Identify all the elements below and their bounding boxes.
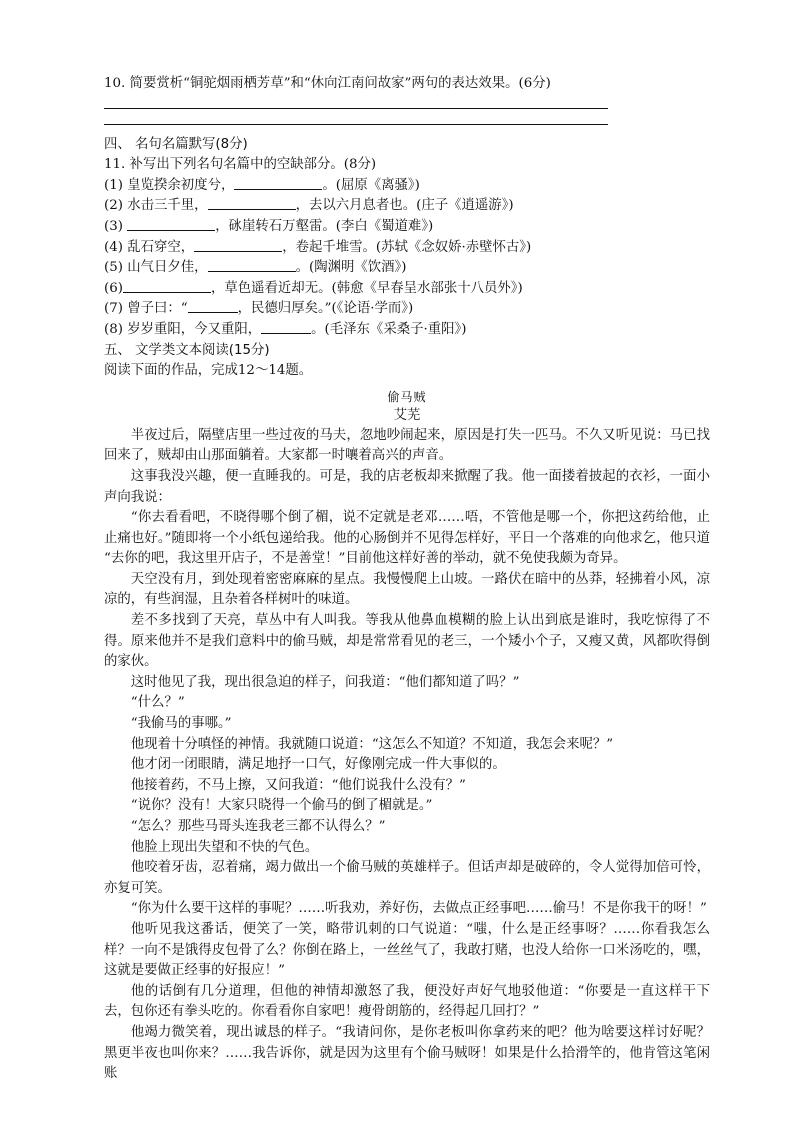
story-paragraph: 他的话倒有几分道理，但他的神情却激怒了我，便没好声好气地驳他道：“你要是一直这样干下去，包你还有拳头吃的。你看看你自家吧！瘦骨朗筋的，经得起几回打？” [104,983,710,1020]
blank[interactable] [194,238,282,252]
blank[interactable] [261,320,311,334]
story-paragraph: 他才闭一闭眼睛，满足地抒一口气，好像刚完成一件大事似的。 [130,757,506,773]
story-paragraph: 他竭力微笑着，现出诚恳的样子。“我请问你，是你老板叫你拿药来的吧？他为啥要这样讨好呢？黑更半夜也叫你来？……我告诉你，就是因为这里有个偷马贼呀！如果是什么拾滑竿的，他肯管这笔闲账 [104,1024,710,1082]
story-title: 偷马贼 [387,389,427,404]
story-paragraph: “我偷马的事哪。” [130,716,232,732]
story-paragraph: 他现着十分嗔怪的神情。我就随口说道：“这怎么不知道？不知道，我怎会来呢？” [130,736,614,752]
blank[interactable] [123,279,211,293]
fill-item-3: (3) ，砯崖转石万壑雷。(李白《蜀道难》) [104,218,434,234]
fill-item-5: (5) 山气日夕佳， 。(陶渊明《饮酒》) [104,260,407,276]
blank[interactable] [188,299,238,313]
story-paragraph: 这事我没兴趣，便一直睡我的。可是，我的店老板却来掀醒了我。他一面搂着披起的衣衫，一面小声向我说： [104,468,710,505]
reading-instruction: 阅读下面的作品，完成12～14题。 [104,363,313,379]
document-page [104,74,710,1085]
fill-item-2: (2) 水击三千里， ，去以六月息者也。(庄子《逍遥游》) [104,198,514,214]
section-5-heading: 五、 文学类文本阅读(15分) [104,342,270,358]
story-paragraph: 他咬着牙齿，忍着痛，竭力做出一个偷马贼的英雄样子。但话声却是破碎的，令人觉得加倍可怜，亦复可笑。 [104,860,710,896]
story-paragraph: 他脸上现出失望和不快的气色。 [130,839,319,855]
story-paragraph: 这时他见了我，现出很急迫的样子，问我道：“他们都知道了吗？” [130,674,520,690]
blank[interactable] [208,196,296,210]
section-4-heading: 四、 名句名篇默写(8分) [104,136,248,152]
answer-line-2 [104,124,608,125]
story-paragraph: 他接着药，不马上擦，又问我道：“他们说我什么没有？” [130,777,466,793]
fill-item-4: (4) 乱石穿空， ，卷起千堆雪。(苏轼《念奴娇·赤壁怀古》) [104,239,532,255]
story-paragraph: “你去看看吧，不晓得哪个倒了楣，说不定就是老邓……唔，不管他是哪一个，你把这药给他，止止痛也好。”随即将一个小纸包递给我。他的心肠倒并不见得怎样好，平日一个落难的向他求乞，他只道 “去你的吧，我这里开店子，不是善堂！”目前他这样好善的举动，就不免使我颇为奇异。 [104,510,710,567]
fill-item-8: (8) 岁岁重阳，今又重阳， 。(毛泽东《采桑子·重阳》) [104,321,467,337]
answer-line-1 [104,108,608,109]
story-body [104,426,710,1085]
question-11: 11. 补写出下列名句名篇中的空缺部分。(8分) [104,157,377,173]
story-paragraph: “说你？没有！大家只晓得一个偷马的倒了楣就是。” [130,798,433,814]
story-paragraph: “什么？” [130,695,185,711]
story-paragraph: 差不多找到了天亮，草丛中有人叫我。等我从他鼻血模糊的脸上认出到底是谁时，我吃惊得了不得。原来他并不是我们意料中的偷马贼，却是常常看见的老三，一个矮小个子，又瘦又黄，风都吹得倒的家伙。 [104,613,710,670]
fill-item-7: (7) 曾子曰：“ ，民德归厚矣。”(《论语·学而》) [104,301,414,317]
fill-item-6: (6) ，草色遥看近却无。(韩愈《早春呈水部张十八员外》) [104,280,523,296]
blank[interactable] [208,258,296,272]
story-paragraph: “怎么？那些马哥头连我老三都不认得么？” [130,819,386,834]
blank[interactable] [127,217,215,231]
story-paragraph: 天空没有月，到处现着密密麻麻的星点。我慢慢爬上山坡。一路伏在暗中的丛莽，轻拂着小风，凉凉的，有些润湿，且杂着各样树叶的味道。 [104,571,710,608]
story-paragraph: 他听见我这番话，便笑了一笑，略带讥刺的口气说道：“嗤，什么是正经事呀？……你看我怎么样？一向不是饿得皮包骨了么？你倒在路上，一丝丝气了，我敢打赌，也没人给你一口米汤吃的，嘿，这就是要做正经事的好报应！” [104,921,710,979]
story-paragraph: “你为什么要干这样的事呢？……听我劝，养好伤，去做点正经事吧……偷马！不是你我干的呀！” [130,901,707,917]
question-10: 10. 简要赏析“铜驼烟雨栖芳草”和“休向江南问故家”两句的表达效果。(6分) [104,76,551,91]
fill-item-1: (1) 皇览揆余初度兮， 。(屈原《离骚》) [104,177,420,193]
blank[interactable] [234,176,322,190]
story-author: 艾芜 [393,407,421,423]
story-paragraph: 半夜过后，隔壁店里一些过夜的马夫，忽地吵闹起来，原因是打失一匹马。不久又听见说：马已找回来了，贼却由山那面躺着。大家都一时嚷着高兴的声音。 [104,427,710,464]
